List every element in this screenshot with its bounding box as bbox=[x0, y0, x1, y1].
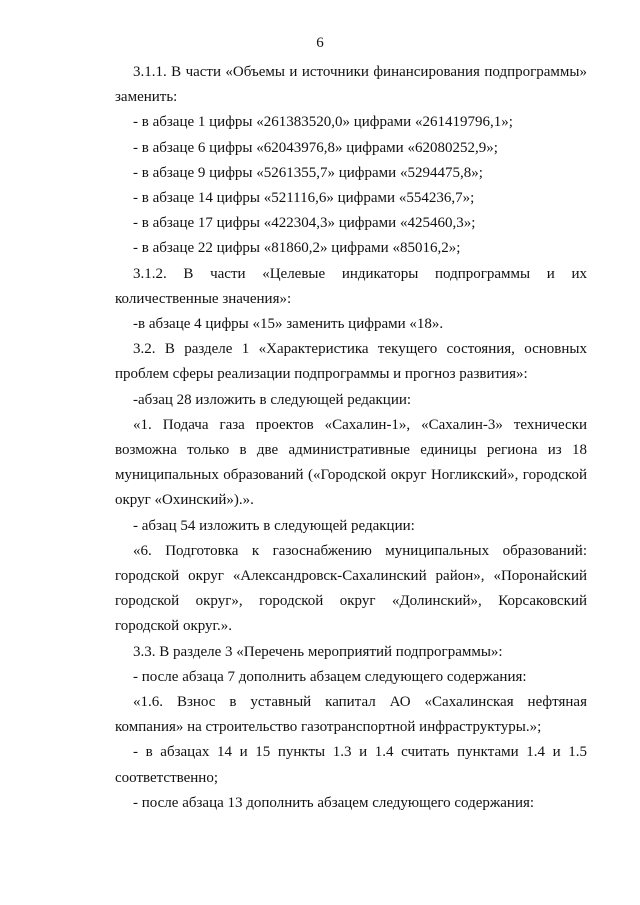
quoted-paragraph-1: «1. Подача газа проектов «Сахалин-1», «Сахалин-3» технически возможна только в две административные единицы региона из 18 муниципальных образований («Городской округ Ногликский», городской округ «Охинский»).». bbox=[115, 416, 587, 509]
paragraph-3-1-2: 3.1.2. В части «Целевые индикаторы подпрограммы и их количественные значения»: bbox=[115, 265, 587, 307]
list-item-abzac-14: - в абзаце 14 цифры «521116,6» цифрами «554236,7»; bbox=[133, 190, 475, 207]
paragraph-3-1-1: 3.1.1. В части «Объемы и источники финансирования подпрограммы» заменить: bbox=[115, 64, 587, 106]
quoted-paragraph-6: «6. Подготовка к газоснабжению муниципальных образований: городской округ «Александровск-Сахалинский район», «Поронайский городской округ», городской округ «Долинский», Корсаковский городской округ.». bbox=[115, 542, 587, 635]
list-item-abzac-17: - в абзаце 17 цифры «422304,3» цифрами «425460,3»; bbox=[133, 215, 476, 232]
document-body bbox=[115, 60, 587, 816]
paragraph-3-3: 3.3. В разделе 3 «Перечень мероприятий подпрограммы»: bbox=[133, 643, 503, 660]
paragraph-after-abzac-7: - после абзаца 7 дополнить абзацем следующего содержания: bbox=[133, 668, 527, 685]
paragraph-3-2: 3.2. В разделе 1 «Характеристика текущего состояния, основных проблем сферы реализации подпрограммы и прогноз развития»: bbox=[115, 341, 587, 383]
page-number: 6 bbox=[316, 35, 324, 51]
paragraph-abzac-14-15: - в абзацах 14 и 15 пункты 1.3 и 1.4 считать пунктами 1.4 и 1.5 соответственно; bbox=[115, 744, 587, 786]
list-item-abzac-22: - в абзаце 22 цифры «81860,2» цифрами «85016,2»; bbox=[133, 240, 461, 257]
quoted-paragraph-1-6: «1.6. Взнос в уставный капитал АО «Сахалинская нефтяная компания» на строительство газотранспортной инфраструктуры.»; bbox=[115, 694, 587, 736]
paragraph-abzac-54: - абзац 54 изложить в следующей редакции: bbox=[133, 517, 415, 534]
list-item-abzac-9: - в абзаце 9 цифры «5261355,7» цифрами «5294475,8»; bbox=[133, 164, 483, 181]
list-item-abzac-1: - в абзаце 1 цифры «261383520,0» цифрами «261419796,1»; bbox=[133, 114, 513, 131]
list-item-abzac-4: -в абзаце 4 цифры «15» заменить цифрами «18». bbox=[133, 316, 444, 333]
paragraph-abzac-28: -абзац 28 изложить в следующей редакции: bbox=[133, 391, 412, 408]
list-item-abzac-6: - в абзаце 6 цифры «62043976,8» цифрами «62080252,9»; bbox=[133, 139, 498, 156]
paragraph-after-abzac-13: - после абзаца 13 дополнить абзацем следующего содержания: bbox=[133, 794, 535, 811]
